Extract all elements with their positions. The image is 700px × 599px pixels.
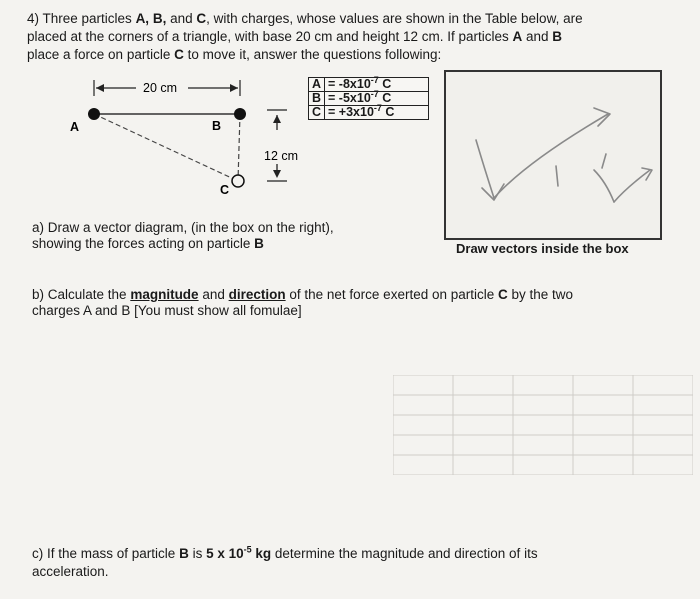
question-line-2-b: B bbox=[552, 29, 563, 44]
question-line-2-and: and bbox=[522, 29, 553, 44]
part-c-line-1-mid: is bbox=[188, 546, 207, 561]
charge-row-b bbox=[309, 92, 429, 106]
question-line-2-a: A bbox=[512, 29, 523, 44]
vector-drawing-box[interactable] bbox=[444, 70, 662, 240]
question-line-3-rest: to move it, answer the questions following: bbox=[183, 47, 442, 62]
charge-table bbox=[308, 74, 429, 120]
particle-a bbox=[88, 108, 100, 120]
sketch-zigzag-left bbox=[594, 170, 614, 202]
question-line-2-text: placed at the corners of a triangle, with base 20 cm and height 12 cm. If particles bbox=[27, 29, 513, 44]
side-bc bbox=[238, 114, 240, 181]
question-line-1-rest: , with charges, whose values are shown in the Table below, are bbox=[206, 11, 583, 26]
charge-mantissa: = -8x10 bbox=[328, 77, 371, 91]
charge-value bbox=[325, 102, 429, 120]
part-c-line-1 bbox=[32, 546, 538, 562]
part-a-line-2-text: showing the forces acting on particle bbox=[32, 236, 255, 251]
base-label: 20 cm bbox=[143, 81, 178, 95]
question-line-1-c: C bbox=[196, 11, 207, 26]
charge-label: A bbox=[309, 78, 325, 92]
part-b-particle-c: C bbox=[498, 287, 508, 302]
faint-grid bbox=[393, 375, 693, 475]
particle-c bbox=[232, 175, 244, 187]
question-line-1 bbox=[27, 11, 583, 29]
label-b: B bbox=[212, 119, 222, 133]
question-line-1-text: 4) Three particles bbox=[27, 11, 136, 26]
question-line-2 bbox=[27, 29, 583, 47]
charge-label: C bbox=[309, 106, 325, 120]
sketch-line-diagonal bbox=[494, 114, 608, 198]
part-c-line-1-pre: c) If the mass of particle bbox=[32, 546, 180, 561]
label-c: C bbox=[220, 183, 230, 197]
sketch-tick bbox=[602, 154, 606, 168]
sketch-stroke bbox=[556, 166, 558, 186]
question-line-3-text: place a force on particle bbox=[27, 47, 175, 62]
question-text bbox=[27, 11, 583, 65]
triangle-diagram bbox=[60, 72, 310, 202]
charge-mantissa: = -5x10 bbox=[328, 91, 371, 105]
part-b-line-1-mid: of the net force exerted on particle bbox=[285, 287, 498, 302]
part-a-particle-b: B bbox=[254, 236, 264, 251]
sketch-zigzag-right bbox=[614, 170, 650, 202]
part-c-particle-b: B bbox=[179, 546, 189, 561]
part-b-and: and bbox=[198, 287, 229, 302]
part-c-mass bbox=[206, 546, 271, 561]
part-b-direction: direction bbox=[228, 287, 286, 302]
part-b-line-1-pre: b) Calculate the bbox=[32, 287, 131, 302]
part-b-line-1 bbox=[32, 287, 573, 303]
part-c-mass-exponent: -5 bbox=[243, 544, 252, 555]
height-label: 12 cm bbox=[264, 149, 299, 163]
charge-unit: C bbox=[378, 77, 392, 91]
charge-row-c bbox=[309, 106, 429, 120]
particle-b bbox=[234, 108, 246, 120]
vector-box-caption: Draw vectors inside the box bbox=[456, 241, 629, 256]
charge-exponent: -7 bbox=[370, 88, 379, 99]
part-c-line-2: acceleration. bbox=[32, 564, 109, 579]
part-c-mass-mantissa: 5 x 10 bbox=[206, 546, 244, 561]
part-a-line-2 bbox=[32, 236, 264, 252]
part-b-line-1-rest: by the two bbox=[507, 287, 574, 302]
part-c-mass-unit: kg bbox=[251, 546, 272, 561]
question-line-3 bbox=[27, 47, 583, 65]
charge-exponent: -7 bbox=[370, 74, 379, 85]
sketch-arrow-down bbox=[476, 140, 494, 198]
part-b-magnitude: magnitude bbox=[130, 287, 199, 302]
part-c-line-1-rest: determine the magnitude and direction of its bbox=[271, 546, 538, 561]
base-dimension-arrow bbox=[94, 80, 240, 96]
charge-mantissa: = +3x10 bbox=[328, 105, 374, 119]
height-dimension-arrow bbox=[264, 110, 298, 181]
question-line-1-and: and bbox=[166, 11, 197, 26]
charge-exponent: -7 bbox=[373, 102, 382, 113]
charge-unit: C bbox=[381, 105, 395, 119]
label-a: A bbox=[70, 120, 80, 134]
question-line-1-particles: A, B, bbox=[135, 11, 167, 26]
part-a-line-1: a) Draw a vector diagram, (in the box on the right), bbox=[32, 220, 334, 235]
vector-sketch bbox=[446, 72, 660, 238]
charge-label: B bbox=[309, 92, 325, 106]
charge-unit: C bbox=[378, 91, 392, 105]
part-b-line-2: charges A and B [You must show all fomulae] bbox=[32, 303, 302, 318]
question-line-3-c: C bbox=[174, 47, 184, 62]
charge-row-a bbox=[309, 78, 429, 92]
